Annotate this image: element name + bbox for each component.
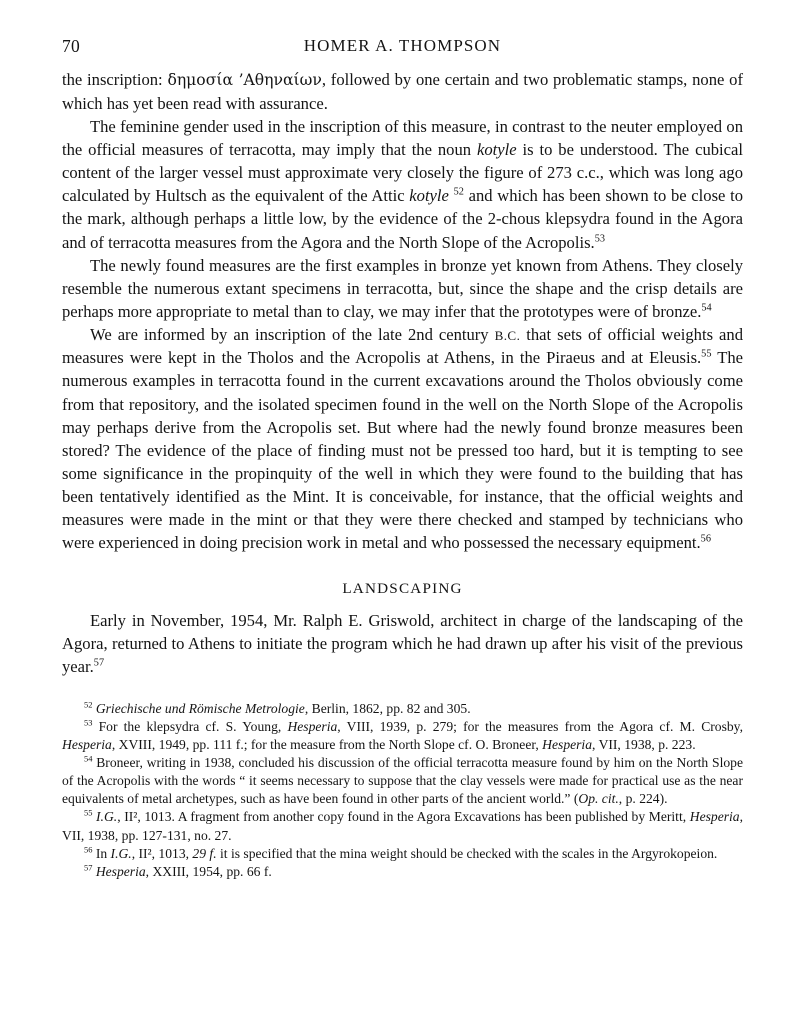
footnote-marker-55: 55 (84, 807, 93, 818)
footnote-marker-53: 53 (84, 717, 93, 728)
greek-inscription: δημοσία ’Αθηναίων (167, 71, 322, 89)
paragraph-official-weights: We are informed by an inscription of the late 2nd century B.C. that sets of official weights and measures were kept in the Tholos and the Acropolis at Athens, in the Piraeus and at Eleusis.$^{55}$ The numerous examples in terracotta found in the current excavations around the Tholos obviously come from that repository, and the isolated specimen found in the well on the North Slope of the Acropolis may perhaps derive from the Acropolis set. But where had the newly found bronze measures been stored? The evidence of the place of finding must not be pressed too hard, but it is tempting to see some significance in the propinquity of the well in which they were found to the building that has been tentatively identified as the Mint. It is conceivable, for instance, that the official weights and measures were made in the mint or that they were there checked and stamped by technicians who were experienced in doing precision work in metal and who possessed the necessary equipment.$^{56}$ (62, 325, 743, 553)
page-header (62, 30, 743, 64)
footnote-56: $^{56}$ In I.G., II², 1013, 29 f. it is specified that the mina weight should be checked with the scales in the Argyrokopeion. (84, 844, 718, 861)
page-number: 70 (62, 36, 80, 56)
footnote-54: $^{54}$ Broneer, writing in 1938, concluded his discussion of the official terracotta measure found by him on the North Slope of the Acropolis with the words “ it seems necessary to suppose that the clay vessels were made for practical use as the near equivalents of metal archetypes, such as have been found in other parts of the ancient world.” (Op. cit., p. 224). (62, 753, 743, 807)
footnote-marker-57: 57 (84, 862, 93, 873)
footnote-55: $^{55}$ I.G., II², 1013. A fragment from another copy found in the Agora Excavations has been published by Meritt, Hesperia, VII, 1938, pp. 127-131, no. 27. (62, 807, 743, 843)
footnote-marker-56: 56 (84, 844, 93, 855)
footnote-57: $^{57}$ Hesperia, XXIII, 1954, pp. 66 f. (84, 862, 272, 879)
paragraph-inscription: the inscription: δημοσία ’Αθηναίων, followed by one certain and two problematic stamps, none of which has yet been read with assurance. (62, 70, 743, 113)
era-label: B.C. (494, 328, 521, 344)
body-text (62, 68, 743, 678)
running-title: HOMER A. THOMPSON (303, 36, 502, 55)
paragraph-feminine-gender: The feminine gender used in the inscription of this measure, in contrast to the neuter employed on the official measures of terracotta, may imply that the noun kotyle is to be understood. The cubical content of the larger vessel must approximate very closely the figure of 273 c.c., which was long ago calculated by Hultsch as the equivalent of the Attic kotyle $^{52}$ and which has been shown to be close to the mark, although perhaps a little low, by the evidence of the 2-chous klepsydra found in the Agora and of terracotta measures from the Agora and the North Slope of the Acropolis.$^{53}$ (62, 116, 743, 252)
footnote-52: $^{52}$ Griechische und Römische Metrologie, Berlin, 1862, pp. 82 and 305. (84, 699, 471, 716)
footnote-53: $^{53}$ For the klepsydra cf. S. Young, Hesperia, VIII, 1939, p. 279; for the measures from the Agora cf. M. Crosby, Hesperia, XVIII, 1949, pp. 111 f.; for the measure from the North Slope cf. O. Broneer, Hesperia, VII, 1938, p. 223. (62, 717, 743, 753)
section-heading-landscaping: LANDSCAPING (342, 579, 463, 597)
paragraph-newly-found: The newly found measures are the first examples in bronze yet known from Athens. They closely resemble the numerous extant specimens in terracotta, but, since the shape and the crisp details are perhaps more appropriate to metal than to clay, we may infer that the prototypes were of bronze.$^{54}$ (62, 255, 743, 322)
footnote-marker-54: 54 (84, 753, 93, 764)
paragraph-landscaping: Early in November, 1954, Mr. Ralph E. Griswold, architect in charge of the landscaping of the Agora, returned to Athens to initiate the program which he had drawn up after his visit of the previous year.$^{57}$ (62, 610, 743, 676)
footnote-marker-52: 52 (84, 699, 93, 710)
footnotes-section (62, 700, 743, 881)
